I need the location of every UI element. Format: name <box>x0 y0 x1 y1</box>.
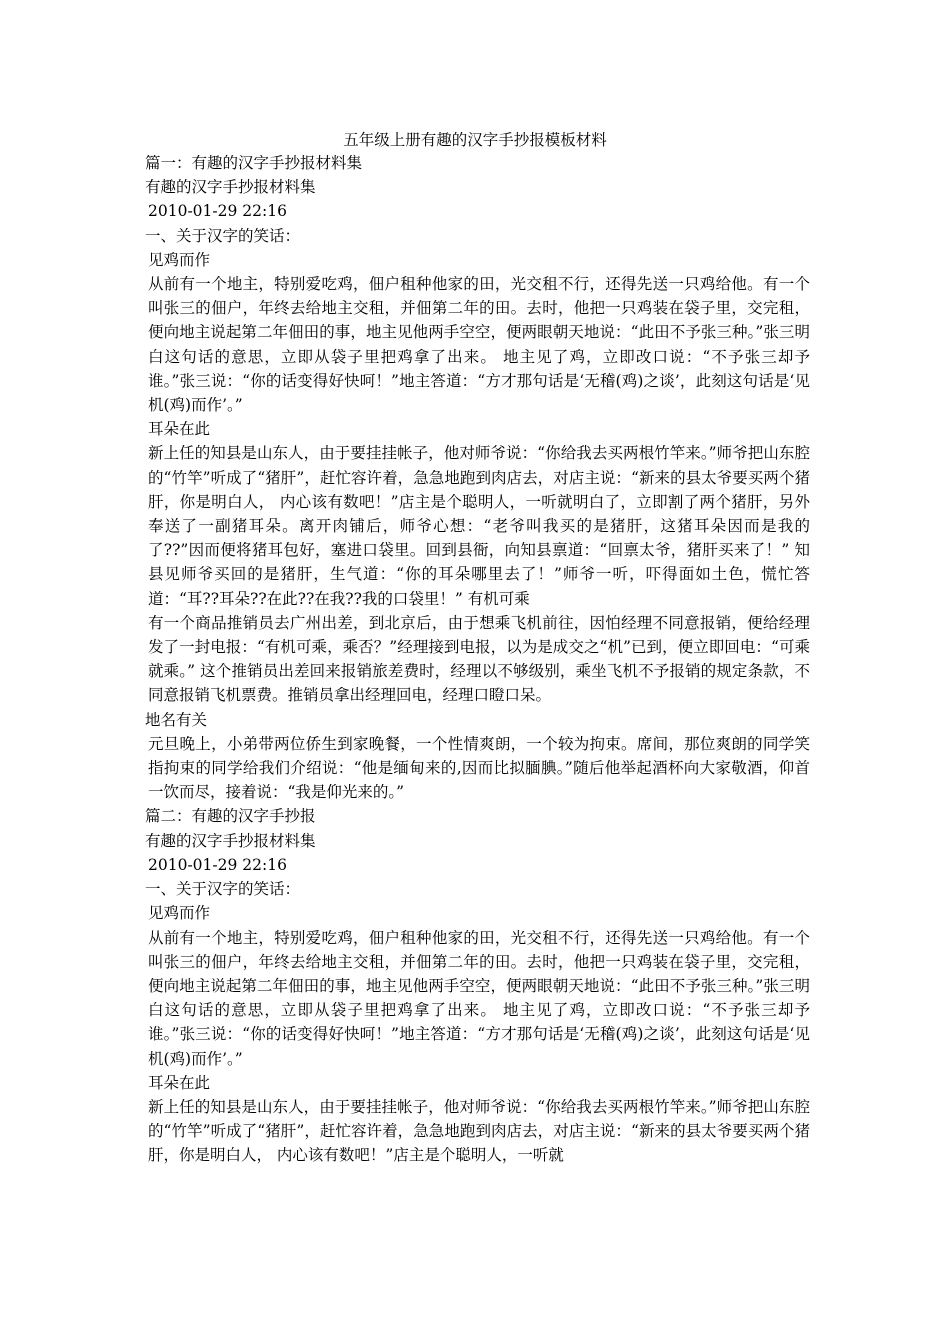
story-paragraph: 元旦晚上，小弟带两位侨生到家晚餐，一个性情爽朗，一个较为拘束。席间，那位爽朗的同学笑指拘束的同学给我们介绍说：“他是缅甸来的,因而比拟腼腆。”随后他举起酒杯向大家敬酒，仰首一饮而尽，接着说：“我是仰光来的。” <box>148 734 810 802</box>
story-paragraph: 从前有一个地主，特别爱吃鸡，佃户租种他家的田，光交租不行，还得先送一只鸡给他。有一个叫张三的佃户，年终去给地主交租，并佃第二年的田。去时，他把一只鸡装在袋子里，交完租，便向地主说起第二年佃田的事，地主见他两手空空，便两眼朝天地说：“此田不予张三种。”张三明白这句话的意思，立即从袋子里把鸡拿了出来。 地主见了鸡，立即改口说：“不予张三却予谁。”张三说：“你的话变得好快呵！”地主答道：“方才那句话是‘无稽(鸡)之谈’，此刻这句话是‘见机(鸡)而作’。” <box>148 275 810 415</box>
story-title: 地名有关 <box>145 710 208 729</box>
section-heading: 篇一：有趣的汉字手抄报材料集 <box>145 154 363 172</box>
date-line: 2010-01-29 22:16 <box>148 855 287 874</box>
subheading: 一、关于汉字的笑话： <box>145 226 301 245</box>
document-body <box>145 151 810 1168</box>
section-heading: 篇二：有趣的汉字手抄报 <box>145 807 316 826</box>
subheading: 有趣的汉字手抄报材料集 <box>145 831 316 850</box>
date-line: 2010-01-29 22:16 <box>148 202 287 221</box>
document-title: 五年级上册有趣的汉字手抄报模板材料 <box>343 131 607 149</box>
subheading: 有趣的汉字手抄报材料集 <box>145 178 316 197</box>
story-title: 见鸡而作 <box>148 250 211 269</box>
story-title: 见鸡而作 <box>148 904 211 923</box>
story-paragraph: 有一个商品推销员去广州出差，到北京后，由于想乘飞机前往，因怕经理不同意报销，便给经理发了一封电报：“有机可乘，乘否？”经理接到电报，以为是成交之“机”已到，便立即回电：“可乘就乘。” 这个推销员出差回来报销旅差费时，经理以不够级别，乘坐飞机不予报销的规定条款，不同意报销飞机票费。推销员拿出经理回电，经理口瞪口呆。 <box>148 613 810 705</box>
story-title: 耳朵在此 <box>148 420 211 439</box>
story-paragraph: 从前有一个地主，特别爱吃鸡，佃户租种他家的田，光交租不行，还得先送一只鸡给他。有一个叫张三的佃户，年终去给地主交租，并佃第二年的田。去时，他把一只鸡装在袋子里，交完租，便向地主说起第二年佃田的事，地主见他两手空空，便两眼朝天地说：“此田不予张三种。”张三明白这句话的意思，立即从袋子里把鸡拿了出来。 地主见了鸡，立即改口说：“不予张三却予谁。”张三说：“你的话变得好快呵！”地主答道：“方才那句话是‘无稽(鸡)之谈’，此刻这句话是‘见机(鸡)而作’。” <box>148 928 810 1068</box>
story-paragraph: 新上任的知县是山东人，由于要挂挂帐子，他对师爷说：“你给我去买两根竹竿来。”师爷把山东腔的“竹竿”听成了“猪肝”，赶忙容许着，急急地跑到肉店去，对店主说：“新来的县太爷要买两个猪肝，你是明白人， 内心该有数吧！”店主是个聪明人，一听就明白了，立即割了两个猪肝，另外奉送了一副猪耳朵。离开肉铺后，师爷心想：“老爷叫我买的是猪肝，这猪耳朵因而是我的了??”因而便将猪耳包好，塞进口袋里。回到县衙，向知县禀道：“回禀太爷，猪肝买来了！” 知县见师爷买回的是猪肝，生气道：“你的耳朵哪里去了！”师爷一听，吓得面如土色，慌忙答道：“耳??耳朵??在此??在我??我的口袋里！” 有机可乘 <box>148 444 810 608</box>
story-paragraph: 新上任的知县是山东人，由于要挂挂帐子，他对师爷说：“你给我去买两根竹竿来。”师爷把山东腔的“竹竿”听成了“猪肝”，赶忙容许着，急急地跑到肉店去，对店主说：“新来的县太爷要买两个猪肝，你是明白人， 内心该有数吧！”店主是个聪明人，一听就 <box>148 1097 810 1165</box>
story-title: 耳朵在此 <box>148 1073 211 1092</box>
subheading: 一、关于汉字的笑话： <box>145 880 301 899</box>
